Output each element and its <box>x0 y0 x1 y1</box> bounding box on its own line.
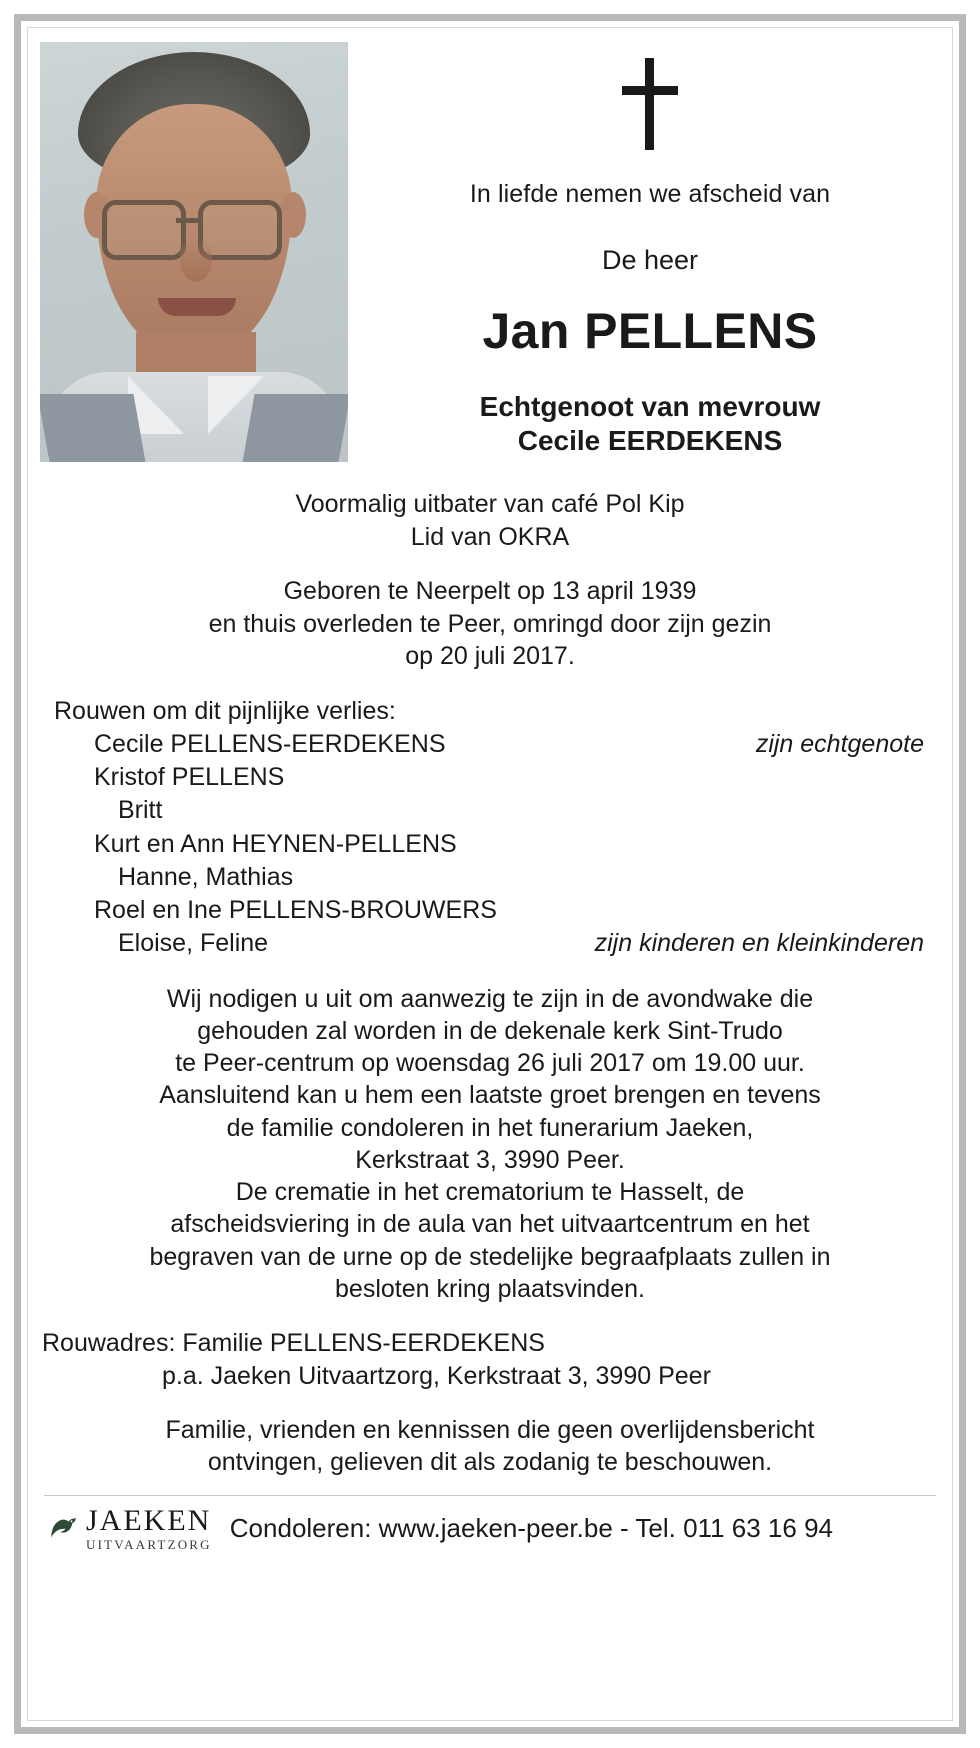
mourner-name: Kurt en Ann HEYNEN-PELLENS <box>94 829 457 858</box>
spouse-name: Cecile EERDEKENS <box>517 425 783 457</box>
logo-text <box>86 1503 212 1552</box>
intro-text: In liefde nemen we afscheid van <box>469 180 831 208</box>
ceremony-line: begraven van de urne op de stedelijke begraafplaats zullen in <box>149 1242 831 1271</box>
mourner-relation: zijn echtgenote <box>755 729 924 758</box>
ceremony-line: afscheidsviering in de aula van het uitvaartcentrum en het <box>170 1210 810 1239</box>
ceremony-line: gehouden zal worden in de dekenale kerk Sint-Trudo <box>197 1016 783 1045</box>
closing-line: ontvingen, gelieven dit als zodanig te beschouwen. <box>207 1448 773 1477</box>
birth-line: Geboren te Neerpelt op 13 april 1939 <box>283 577 697 605</box>
logo-company-subtitle: UITVAARTZORG <box>86 1536 212 1552</box>
footer <box>28 1496 952 1551</box>
mourner-name: Britt <box>118 796 163 825</box>
portrait-nose <box>180 238 212 282</box>
ceremony-line: Wij nodigen u uit om aanwezig te zijn in de avondwake die <box>166 984 814 1013</box>
cross-icon <box>620 58 680 150</box>
ceremony-line: De crematie in het crematorium te Hasselt, de <box>235 1178 745 1206</box>
closing-note-section <box>28 1414 952 1479</box>
ceremony-line: besloten kring plaatsvinden. <box>335 1274 645 1303</box>
closing-line: Familie, vrienden en kennissen die geen overlijdensbericht <box>165 1416 815 1444</box>
mourning-address-section <box>28 1327 952 1392</box>
occupation-section <box>28 488 952 553</box>
mourner-name: Roel en Ine PELLENS-BROUWERS <box>94 896 497 924</box>
life-dates-section <box>28 575 952 673</box>
deceased-name: Jan PELLENS <box>482 303 818 359</box>
mourner-name: Kristof PELLENS <box>94 763 285 791</box>
ceremony-line: Kerkstraat 3, 3990 Peer. <box>355 1145 625 1174</box>
death-line: en thuis overleden te Peer, omringd door zijn gezin <box>208 609 772 638</box>
portrait-jacket-left <box>40 394 147 462</box>
funeral-home-logo <box>46 1503 212 1552</box>
occupation-line: Voormalig uitbater van café Pol Kip <box>295 490 685 518</box>
mourner-name: Hanne, Mathias <box>118 862 294 891</box>
mourner-relation: zijn kinderen en kleinkinderen <box>594 929 924 958</box>
ceremony-line: de familie condoleren in het funerarium Jaeken, <box>226 1113 754 1142</box>
header-area <box>28 28 952 458</box>
portrait-jacket-right <box>241 394 348 462</box>
spouse-label: Echtgenoot van mevrouw <box>479 391 821 422</box>
condolence-contact: Condoleren: www.jaeken-peer.be - Tel. 011 63 16 94 <box>229 1512 833 1543</box>
membership-line: Lid van OKRA <box>410 522 570 551</box>
ceremony-section <box>28 983 952 1306</box>
mourners-section <box>28 695 952 961</box>
portrait-mouth <box>158 298 236 316</box>
card-inner-frame <box>27 27 953 1721</box>
logo-company-name: JAEKEN <box>86 1503 212 1537</box>
mourner-row <box>46 761 934 794</box>
death-date-line: op 20 juli 2017. <box>405 642 575 670</box>
mourner-name: Cecile PELLENS-EERDEKENS <box>94 729 446 758</box>
dove-icon <box>46 1511 80 1545</box>
mourner-name: Eloise, Feline <box>118 929 269 958</box>
headline-column <box>358 42 942 458</box>
salutation-text: De heer <box>601 245 699 275</box>
portrait-glasses-left <box>102 200 186 260</box>
portrait-glasses-bridge <box>176 218 200 223</box>
mourning-address-care-of: p.a. Jaeken Uitvaartzorg, Kerkstraat 3, 3990 Peer <box>162 1361 711 1390</box>
mourner-row <box>46 861 934 894</box>
mourner-row <box>46 828 934 861</box>
ceremony-line: Aansluitend kan u hem een laatste groet brengen en tevens <box>159 1081 821 1110</box>
mourner-row <box>46 894 934 927</box>
mourner-row <box>46 794 934 827</box>
mourning-address-line: Rouwadres: Familie PELLENS-EERDEKENS <box>42 1329 545 1357</box>
portrait-ear-right <box>280 192 306 238</box>
mourners-heading: Rouwen om dit pijnlijke verlies: <box>54 696 396 725</box>
deceased-portrait-photo <box>40 42 348 462</box>
ceremony-line: te Peer-centrum op woensdag 26 juli 2017 om 19.00 uur. <box>175 1049 805 1077</box>
spouse-block <box>358 390 942 458</box>
card-outer-frame <box>14 14 966 1734</box>
mourner-row <box>46 728 934 761</box>
mourner-row <box>46 927 934 960</box>
